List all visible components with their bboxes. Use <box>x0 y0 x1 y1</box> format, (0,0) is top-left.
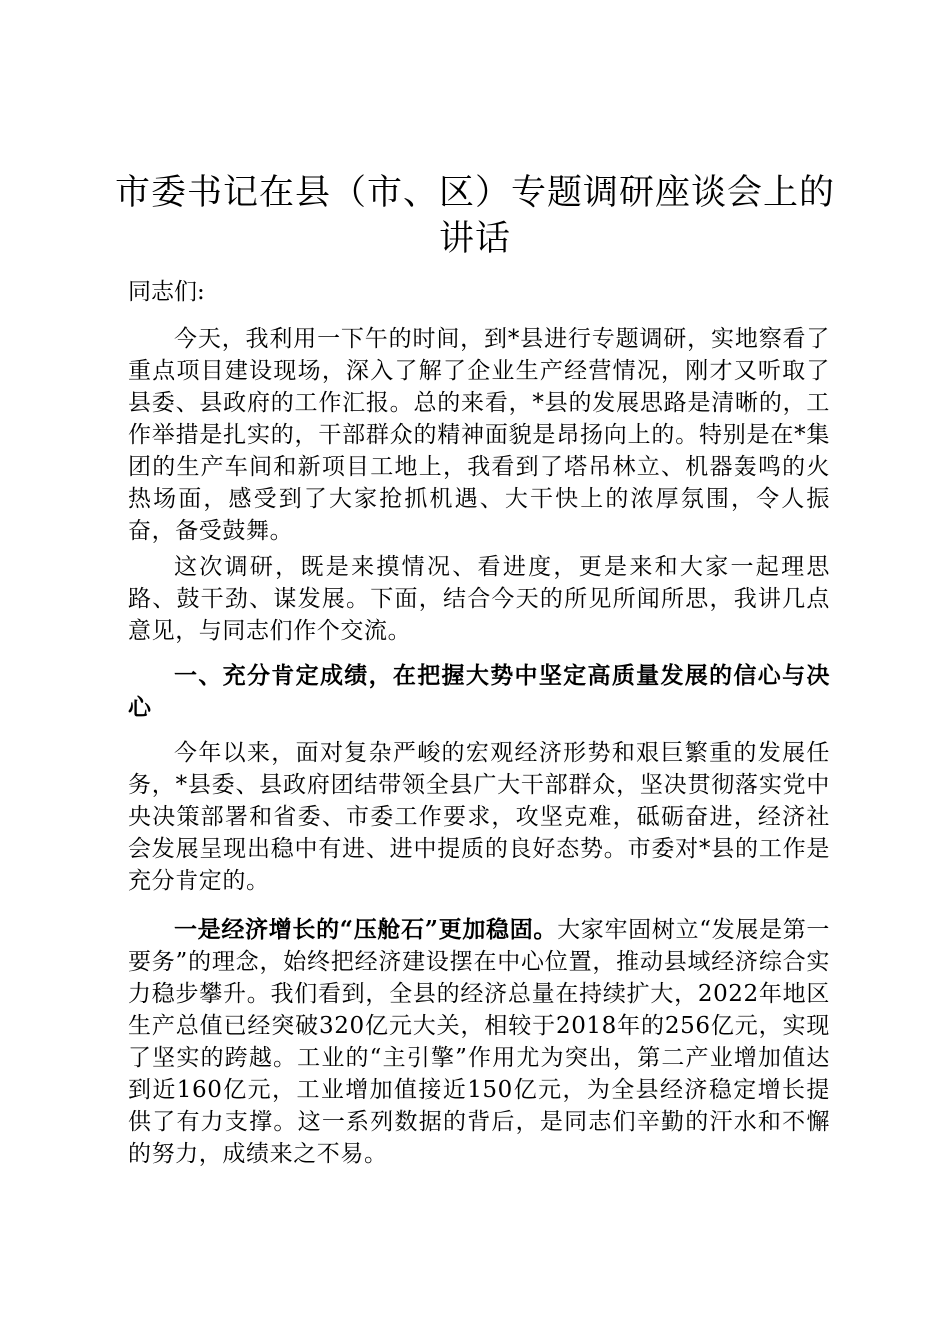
section-heading-1: 一、充分肯定成绩，在把握大势中坚定高质量发展的信心与决心 <box>128 662 830 721</box>
paragraph-point1 <box>128 914 830 1170</box>
point1-body: 大家牢固树立“发展是第一要务”的理念，始终把经济建设摆在中心位置，推动县域经济综合实力稳步攀升。我们看到，全县的经济总量在持续扩大，2022年地区生产总值已经突破320亿元大关，相较于2018年的256亿元，实现了坚实的跨越。工业的“主引擎”作用尤为突出，第二产业增加值达到近160亿元，工业增加值接近150亿元，为全县经济稳定增长提供了有力支撑。这一系列数据的背后，是同志们辛勤的汗水和不懈的努力，成绩来之不易。 <box>128 917 830 1167</box>
salutation: 同志们: <box>128 279 205 305</box>
paragraph-intro: 今天，我利用一下午的时间，到*县进行专题调研，实地察看了重点项目建设现场，深入了解了企业生产经营情况，刚才又听取了县委、县政府的工作汇报。总的来看，*县的发展思路是清晰的，工作举措是扎实的，干部群众的精神面貌是昂扬向上的。特别是在*集团的生产车间和新项目工地上，我看到了塔吊林立、机器轰鸣的火热场面，感受到了大家抢抓机遇、大干快上的浓厚氛围，令人振奋，备受鼓舞。 <box>128 326 830 544</box>
paragraph-section1: 今年以来，面对复杂严峻的宏观经济形势和艰巨繁重的发展任务，*县委、县政府团结带领全县广大干部群众，坚决贯彻落实党中央决策部署和省委、市委工作要求，攻坚克难，砥砺奋进，经济社会发展呈现出稳中有进、进中提质的良好态势。市委对*县的工作是充分肯定的。 <box>128 740 830 894</box>
document-title: 市委书记在县（市、区）专题调研座谈会上的讲话 <box>114 173 835 259</box>
paragraph-purpose: 这次调研，既是来摸情况、看进度，更是来和大家一起理思路、鼓干劲、谋发展。下面，结合今天的所见所闻所思，我讲几点意见，与同志们作个交流。 <box>128 554 830 644</box>
point1-lead: 一是经济增长的“压舱石”更加稳固。 <box>174 916 558 943</box>
